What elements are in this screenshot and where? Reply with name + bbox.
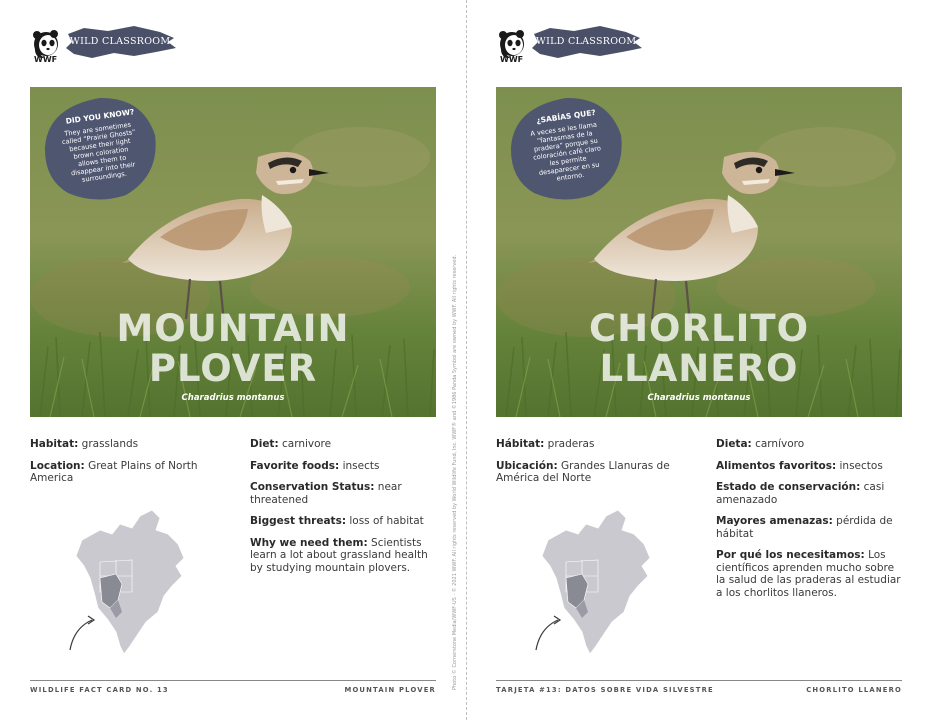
footer-card-number: WILDLIFE FACT CARD NO. 13	[30, 686, 169, 694]
fact-item	[30, 460, 230, 485]
bubble-title: ¿SABÍAS QUE?	[535, 107, 597, 126]
fact-label: Dieta:	[716, 438, 752, 450]
range-map-graphic	[526, 500, 661, 660]
common-name	[496, 309, 902, 389]
fact-value: carnívoro	[755, 438, 805, 450]
facts-left-column	[30, 438, 230, 494]
fact-label: Mayores amenazas:	[716, 515, 833, 527]
wwf-label: WWF	[500, 55, 524, 64]
bubble-text: A veces se les llama “fantasmas de la pradera” porque su coloración café claro les permite desaparecer en su entorno.	[529, 120, 602, 183]
fact-item	[250, 460, 440, 473]
footer-divider	[496, 680, 902, 681]
fact-value: Great Plains of North America	[30, 459, 198, 484]
wwf-wild-classroom-logo	[32, 22, 182, 68]
bubble-text: They are sometimes called “Prairie Ghosts” because their light brown coloration allows them to disappear into their surroundings.	[61, 120, 137, 184]
photo-credits: Photo © Cornerstone Media/WWF-US · © 2021 WWF. All rights reserved by World Wildlife Fund, Inc. WWF® and ©1986 Panda Symbol are owned by WWF. All rights reserved.	[452, 254, 458, 690]
program-label: WILD CLASSROOM	[536, 36, 637, 47]
fact-label: Hábitat:	[496, 438, 545, 450]
fact-label: Biggest threats:	[250, 515, 347, 527]
fact-item	[250, 515, 440, 528]
fact-label: Favorite foods:	[250, 459, 340, 472]
fact-value: insects	[342, 459, 380, 472]
common-name-line-2: LLANERO	[599, 347, 799, 390]
fact-value: Los científicos aprenden mucho sobre la salud de las praderas al estudiar a los chorlitos llaneros.	[716, 549, 901, 599]
fact-item	[496, 438, 696, 451]
common-name-line-2: PLOVER	[148, 347, 318, 390]
common-name-line-1: CHORLITO	[588, 307, 810, 350]
fact-item	[250, 481, 440, 506]
wwf-label: WWF	[34, 55, 58, 64]
fact-item	[716, 460, 906, 473]
fact-item	[250, 537, 440, 575]
fact-label: Alimentos favoritos:	[716, 459, 837, 472]
fact-value: carnivore	[282, 438, 332, 450]
fact-value: casi amenazado	[716, 481, 885, 506]
north-america-range-map	[60, 500, 195, 660]
wwf-wild-classroom-logo	[498, 22, 648, 68]
fact-value: Grandes Llanuras de América del Norte	[496, 459, 670, 484]
footer-card-number: TARJETA #13: DATOS SOBRE VIDA SILVESTRE	[496, 686, 714, 694]
north-america-range-map	[526, 500, 661, 660]
fact-item	[30, 438, 230, 451]
fact-value: near threatened	[250, 481, 402, 506]
did-you-know-bubble	[42, 95, 158, 203]
pointer-arrow-icon	[70, 620, 92, 650]
footer-species-name: CHORLITO LLANERO	[806, 686, 902, 694]
footer-divider	[30, 680, 436, 681]
fact-item	[716, 515, 906, 540]
fact-label: Conservation Status:	[250, 481, 375, 493]
fact-label: Diet:	[250, 438, 279, 450]
range-map-graphic	[60, 500, 195, 660]
fact-label: Why we need them:	[250, 536, 368, 549]
fact-value: Scientists learn a lot about grassland health by studying mountain plovers.	[250, 536, 428, 574]
pointer-arrow-icon	[536, 620, 558, 650]
fact-value: pérdida de hábitat	[716, 515, 893, 540]
fact-item	[716, 549, 906, 599]
fact-label: Habitat:	[30, 438, 79, 450]
program-label: WILD CLASSROOM	[70, 36, 171, 47]
common-name	[30, 309, 436, 389]
facts-right-column	[250, 438, 440, 583]
fact-value: grasslands	[81, 438, 139, 450]
fact-item	[250, 438, 440, 451]
fact-value: loss of habitat	[349, 515, 424, 527]
fact-label: Estado de conservación:	[716, 481, 861, 493]
fact-card-spanish	[466, 0, 932, 720]
bird-photo	[496, 87, 902, 417]
common-name-line-1: MOUNTAIN	[116, 307, 350, 350]
fact-label: Por qué los necesitamos:	[716, 549, 865, 561]
scientific-name: Charadrius montanus	[647, 393, 751, 403]
scientific-name: Charadrius montanus	[181, 393, 285, 403]
bird-photo	[30, 87, 436, 417]
facts-right-column	[716, 438, 906, 608]
fact-item	[496, 460, 696, 485]
fact-label: Location:	[30, 459, 85, 472]
fact-value: praderas	[547, 438, 595, 450]
fact-item	[716, 481, 906, 506]
facts-left-column	[496, 438, 696, 494]
footer-species-name: MOUNTAIN PLOVER	[344, 686, 436, 694]
fact-item	[716, 438, 906, 451]
bubble-title: DID YOU KNOW?	[65, 107, 135, 126]
did-you-know-bubble	[508, 95, 624, 203]
fact-label: Ubicación:	[496, 459, 558, 472]
fact-value: insectos	[839, 459, 883, 472]
